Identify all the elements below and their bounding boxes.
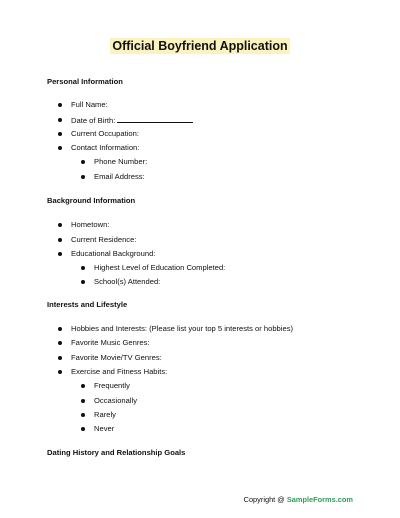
bullet-icon xyxy=(81,384,85,388)
list-item-email xyxy=(94,172,145,181)
copyright-footer xyxy=(244,495,353,504)
option-rarely: Rarely xyxy=(94,410,116,419)
field-label-residence: Current Residence: xyxy=(71,235,137,244)
list-item-contact xyxy=(71,143,139,152)
document-title: Official Boyfriend Application xyxy=(112,39,288,53)
list-item-fitness xyxy=(71,367,167,376)
field-label-movie: Favorite Movie/TV Genres: xyxy=(71,353,162,362)
field-label-hometown: Hometown: xyxy=(71,220,110,229)
option-frequently: Frequently xyxy=(94,381,130,390)
list-item-education xyxy=(71,249,155,258)
field-label-music: Favorite Music Genres: xyxy=(71,338,150,347)
list-item-full-name xyxy=(71,100,108,109)
section-heading-personal: Personal Information xyxy=(47,77,123,86)
field-label-phone: Phone Number: xyxy=(94,157,148,166)
list-item-frequently xyxy=(94,381,130,390)
bullet-icon xyxy=(58,118,62,122)
list-item-phone xyxy=(94,157,147,166)
bullet-icon xyxy=(81,280,85,284)
list-item-hobbies xyxy=(71,324,293,333)
bullet-icon xyxy=(81,160,85,164)
field-label-fitness: Exercise and Fitness Habits: xyxy=(71,367,168,376)
field-label-contact: Contact Information: xyxy=(71,143,140,152)
option-occasionally: Occasionally xyxy=(94,396,138,405)
field-label-schools: School(s) Attended: xyxy=(94,277,161,286)
bullet-icon xyxy=(58,370,62,374)
field-label-hobbies: Hobbies and Interests: (Please list your top 5 interests or hobbies) xyxy=(71,324,294,333)
field-label-full-name: Full Name: xyxy=(71,100,108,109)
list-item-schools xyxy=(94,277,160,286)
bullet-icon xyxy=(58,238,62,242)
option-never: Never xyxy=(94,424,115,433)
bullet-icon xyxy=(58,341,62,345)
field-label-highest-education: Highest Level of Education Completed: xyxy=(94,263,226,272)
list-item-music xyxy=(71,338,150,347)
field-label-dob: Date of Birth: xyxy=(71,116,116,125)
field-label-occupation: Current Occupation: xyxy=(71,129,139,138)
bullet-icon xyxy=(81,175,85,179)
document-title-wrap xyxy=(0,37,400,55)
bullet-icon xyxy=(81,413,85,417)
bullet-icon xyxy=(58,132,62,136)
bullet-icon xyxy=(58,223,62,227)
brand-link[interactable]: SampleForms.com xyxy=(286,495,353,504)
copyright-prefix: Copyright @ xyxy=(243,495,287,504)
bullet-icon xyxy=(58,103,62,107)
section-heading-interests: Interests and Lifestyle xyxy=(47,300,128,309)
dob-blank-line[interactable] xyxy=(117,115,193,123)
list-item-never xyxy=(94,424,114,433)
list-item-occupation xyxy=(71,129,139,138)
list-item-movie xyxy=(71,353,162,362)
bullet-icon xyxy=(58,252,62,256)
list-item-dob xyxy=(71,115,193,125)
list-item-hometown xyxy=(71,220,109,229)
list-item-residence xyxy=(71,235,136,244)
section-heading-dating: Dating History and Relationship Goals xyxy=(47,448,186,457)
list-item-rarely xyxy=(94,410,116,419)
bullet-icon xyxy=(81,399,85,403)
list-item-occasionally xyxy=(94,396,137,405)
bullet-icon xyxy=(58,356,62,360)
list-item-highest-education xyxy=(94,263,225,272)
bullet-icon xyxy=(81,266,85,270)
field-label-education: Educational Background: xyxy=(71,249,156,258)
section-heading-background: Background Information xyxy=(47,196,136,205)
bullet-icon xyxy=(81,427,85,431)
bullet-icon xyxy=(58,327,62,331)
bullet-icon xyxy=(58,146,62,150)
field-label-email: Email Address: xyxy=(94,172,145,181)
